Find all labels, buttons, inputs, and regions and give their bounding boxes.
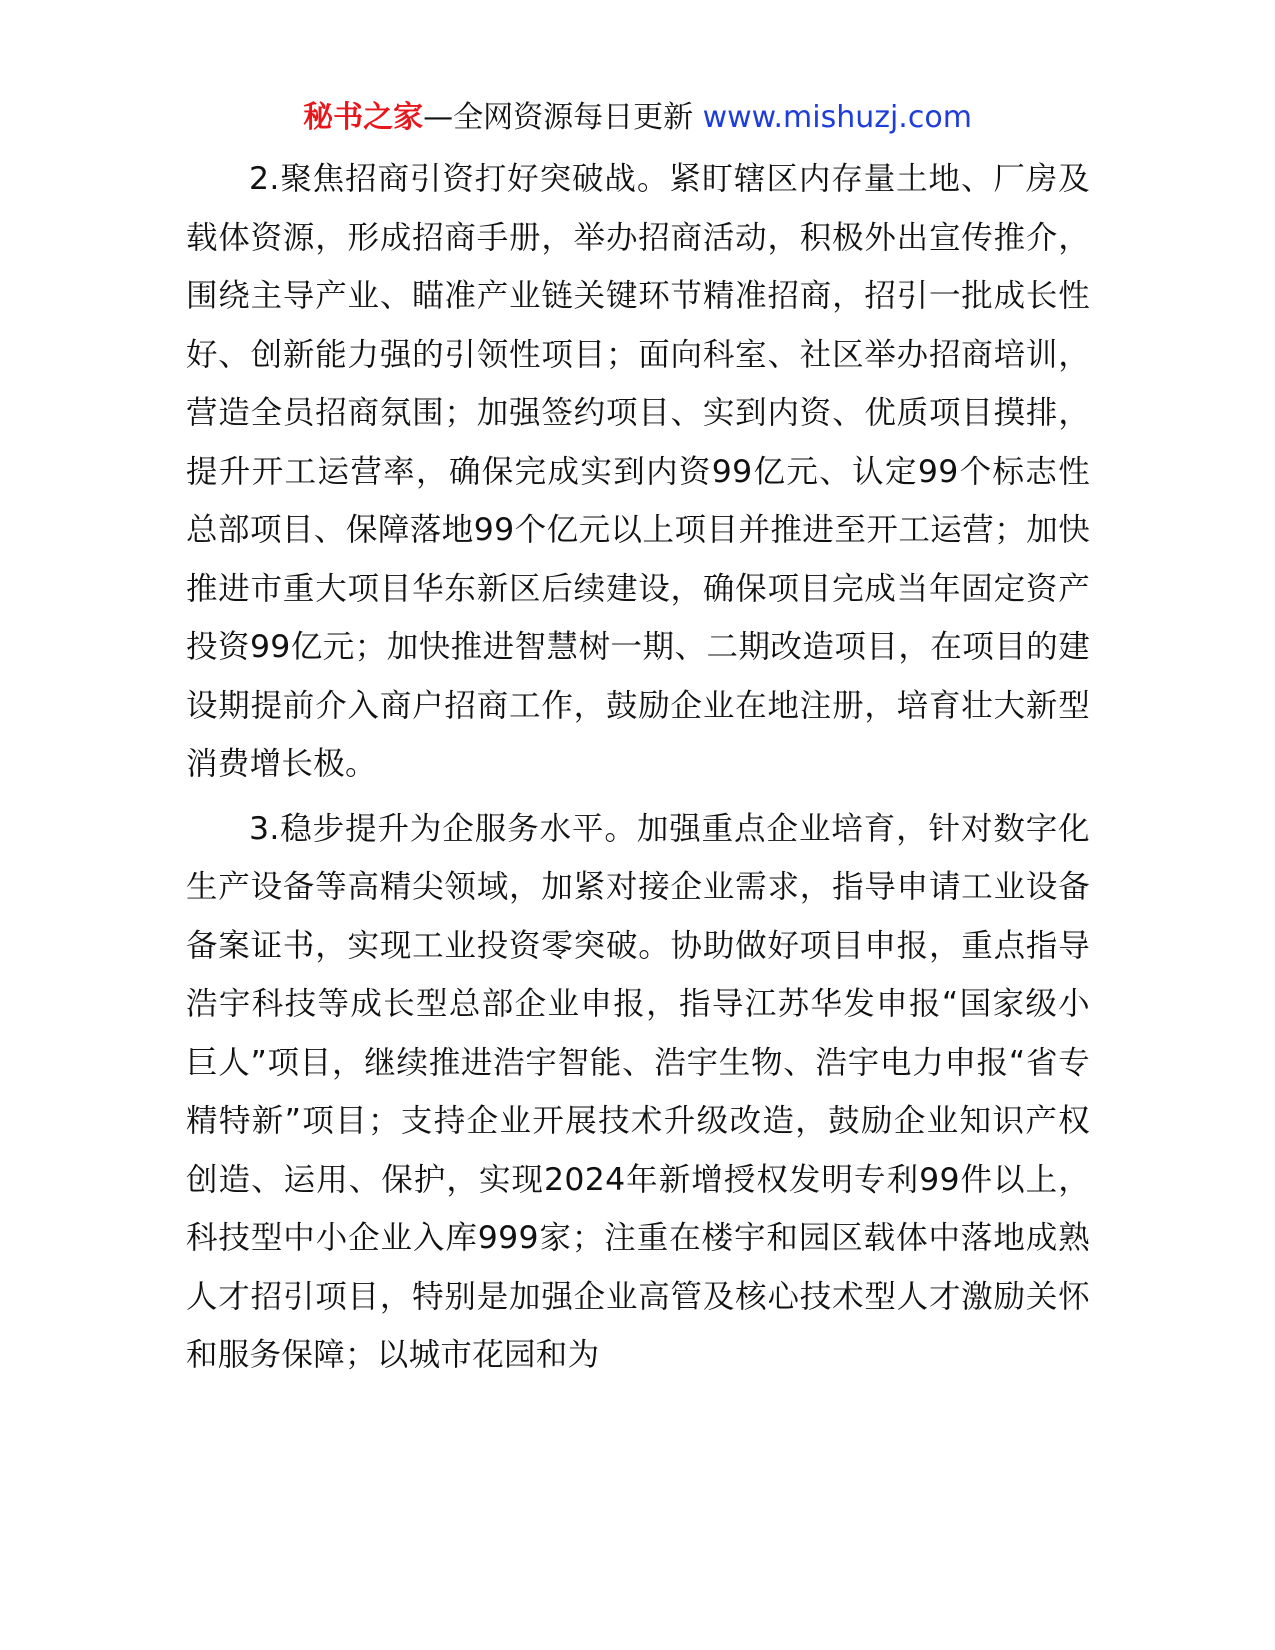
header-slogan: —全网资源每日更新 xyxy=(423,100,694,135)
paragraph-enterprise-service: 3.稳步提升为企服务水平。加强重点企业培育，针对数字化生产设备等高精尖领域，加紧对接企业需求，指导申请工业设备备案证书，实现工业投资零突破。协助做好项目申报，重点指导浩宇科技等成长型总部企业申报，指导江苏华发申报“国家级小巨人”项目，继续推进浩宇智能、浩宇生物、浩宇电力申报“省专精特新”项目；支持企业开展技术升级改造，鼓励企业知识产权创造、运用、保护，实现2024年新增授权发明专利99件以上，科技型中小企业入库999家；注重在楼宇和园区载体中落地成熟人才招引项目，特别是加强企业高管及核心技术型人才激励关怀和服务保障；以城市花园和为 xyxy=(186,810,1090,1373)
document-header xyxy=(0,98,1275,138)
header-url: www.mishuzj.com xyxy=(693,100,972,135)
paragraph-investment: 2.聚焦招商引资打好突破战。紧盯辖区内存量土地、厂房及载体资源，形成招商手册，举办招商活动，积极外出宣传推介，围绕主导产业、瞄准产业链关键环节精准招商，招引一批成长性好、创新能力强的引领性项目；面向科室、社区举办招商培训，营造全员招商氛围；加强签约项目、实到内资、优质项目摸排，提升开工运营率，确保完成实到内资99亿元、认定99个标志性总部项目、保障落地99个亿元以上项目并推进至开工运营；加快推进市重大项目华东新区后续建设，确保项目完成当年固定资产投资99亿元；加快推进智慧树一期、二期改造项目，在项目的建设期提前介入商户招商工作，鼓励企业在地注册，培育壮大新型消费增长极。 xyxy=(186,161,1090,782)
document-body xyxy=(186,150,1090,1385)
header-brand: 秘书之家 xyxy=(303,100,424,135)
